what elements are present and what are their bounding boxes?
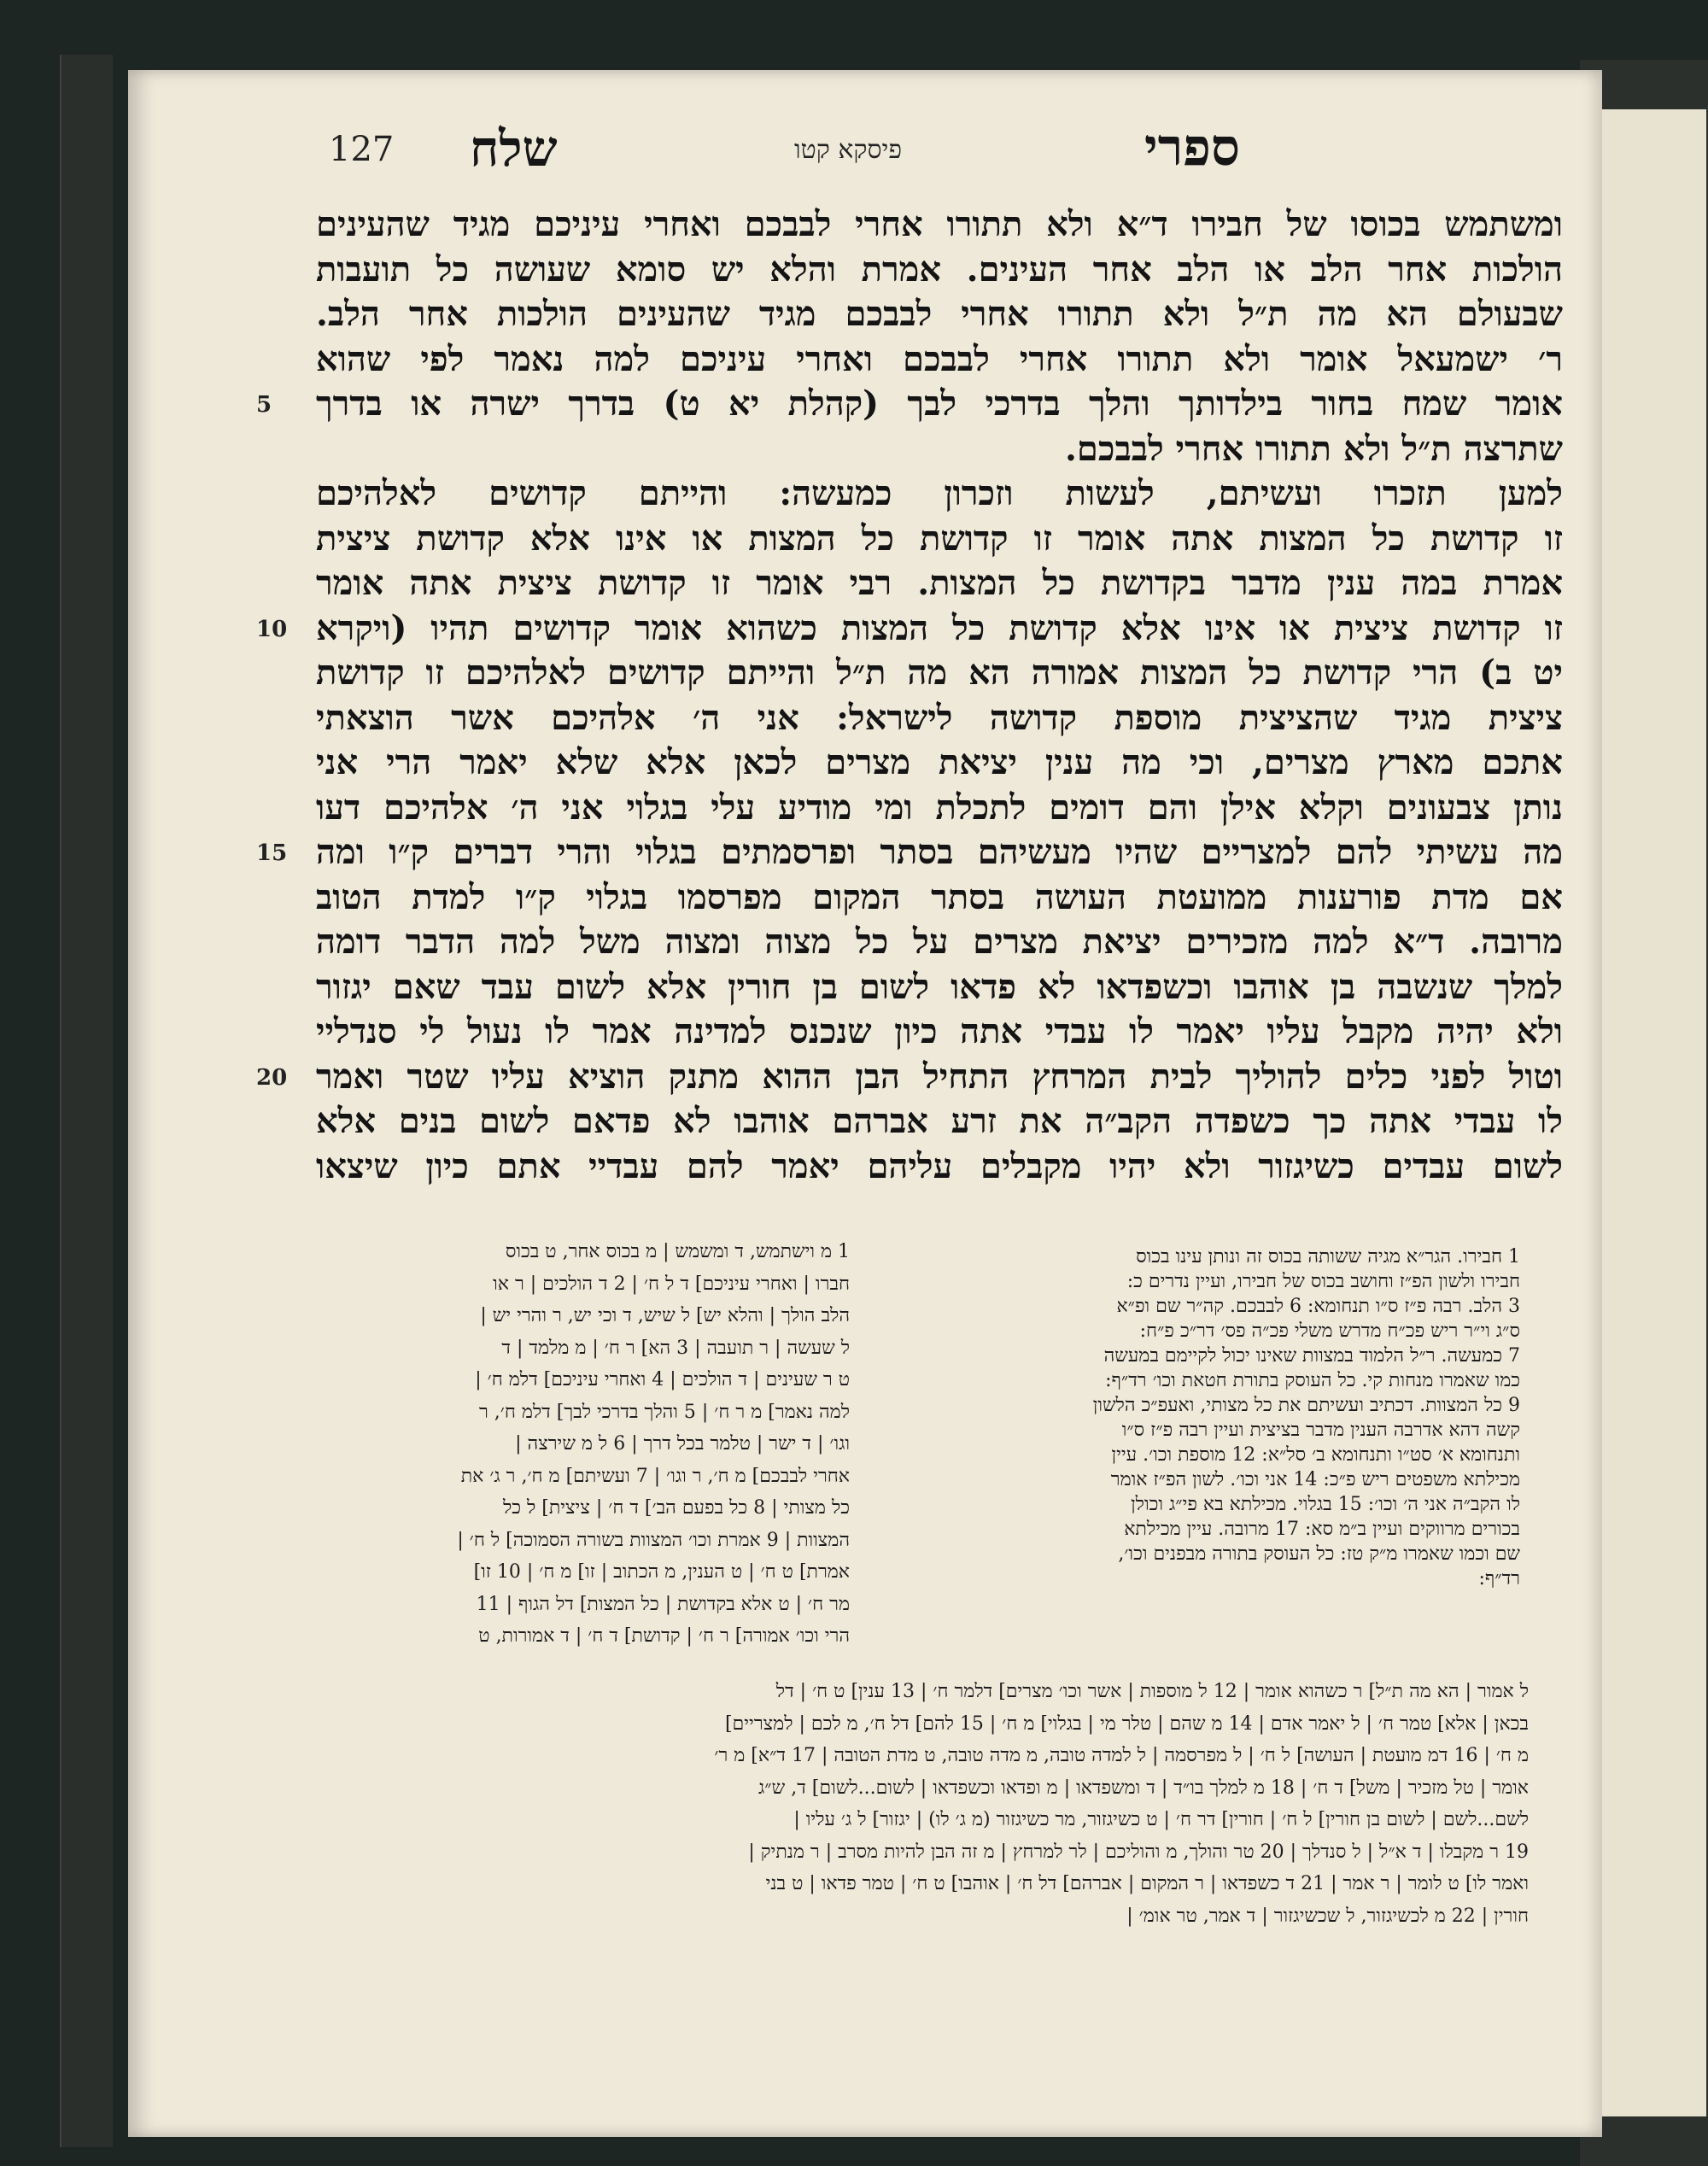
commentary-line: ס״ג וי״ר ריש פכ״ח מדרש משלי פכ״ה פס׳ דר״כ פ״ח: [1139, 1320, 1520, 1342]
variant-line: לשם...לשם | לשום בן חורין] ל ח׳ | חורין] דר ח׳ | ט כשיגזור, מר כשיגזור (מ ג׳ לו) | יגזור] ל ג׳ עליו | [793, 1809, 1529, 1830]
main-text-line: הולכות אחר הלב או הלב אחר העינים. אמרת והלא יש סומא שעושה כל תועבות [316, 249, 1563, 290]
main-text-line: נותן צבעונים וקלא אילן והם דומים לתכלת ומי מודיע עלי בגלוי אני ה׳ אלהיכם דעו [316, 787, 1563, 828]
commentary-line: 7 כמעשה. ר״ל הלמוד במצוות שאינו יכול לקיימם במעשה [1103, 1345, 1520, 1367]
line-number: 5 [256, 392, 272, 418]
main-text-line: אם מדת פורענות ממועטת העושה בסתר המקום מפרסמו בגלוי ק״ו למדת הטוב [316, 876, 1563, 917]
commentary-line: שם וכמו שאמרו מ״ק טז: כל העוסק בתורה מבפנים וכו׳, [1118, 1543, 1520, 1565]
line-number: 15 [256, 840, 288, 866]
commentary-line: 9 כל המצוות. דכתיב ועשיתם את כל מצותי, ואעפ״כ הלשון [1092, 1395, 1520, 1416]
main-text-line: לו עבדי אתה כך כשפדה הקב״ה את זרע אברהם אוהבו לא פדאם לשום בנים אלא [316, 1101, 1563, 1141]
book-page [128, 70, 1602, 2137]
commentary-line: קשה דהא אדרבה הענין מדבר בציצית ועיין רבה פ״ז ס״ו [1121, 1420, 1520, 1441]
commentary-line: חבירו ולשון הפ״ז וחושב בכוס של חבירו, ועיין נדרים כ: [1126, 1271, 1520, 1292]
section-title: שלח [470, 120, 558, 178]
main-text-line: וטול לפני כלים להוליך לבית המרחץ התחיל הבן ההוא מתנק הוציא עליו שטר ואמר [316, 1056, 1563, 1097]
commentary-line: מכילתא משפטים ריש פ״כ: 14 אני וכו׳. לשון הפ״ז אומר [1110, 1469, 1520, 1490]
main-text-line: ולא יהיה מקבל עליו יאמר לו עבדי אתה כיון שנכנס למדינה אמר לו נעול לי סנדליי [316, 1011, 1563, 1051]
commentary-line: כמו שאמרו מנחות קי. כל העוסק בתורת חטאת וכו׳ רד״ף: [1105, 1370, 1520, 1391]
main-text [316, 202, 1563, 1189]
variant-line: כל מצותי | 8 כל בפעם הב׳] ד ח׳ | ציצית] ל כל [502, 1497, 850, 1519]
main-text-line: אמרת במה ענין מדבר בקדושת כל המצות. רבי אומר זו קדושת ציצית אתה אומר [316, 563, 1563, 603]
commentary-line: רד״ף: [1478, 1568, 1520, 1589]
main-text-line: למלך שנשבה בן אוהבו וכשפדאו לא פדאו לשום בן חורין אלא לשום עבד שאם יגזור [316, 966, 1563, 1007]
variant-line: 1 מ וישתמש, ד ומשמש | מ בכוס אחר, ט בכוס [505, 1241, 850, 1262]
main-text-line: יט ב) הרי קדושת כל המצות אמורה הא מה ת״ל והייתם קדושים לאלהיכם זו קדושת [316, 653, 1563, 693]
commentary-line: לו הקב״ה אני ה׳ וכו׳: 15 בגלוי. מכילתא בא פי״ג וכולן [1131, 1494, 1520, 1515]
variant-line: אומר | טל מזכיר | משל] ד ח׳ | 18 מ למלך בו״ד | ד ומשפדאו | מ ופדאו וכשפדאו | לשום...לשום] ד, ש״ג [758, 1777, 1529, 1799]
variant-line: למה נאמר] מ ר ח׳ | 5 והלך בדרכי לבך] דלמ ח׳, ר [478, 1401, 850, 1423]
book-cover-left [60, 55, 113, 2147]
variant-line: חברו | ואחרי עיניכם] ד ל ח׳ | 2 ד הולכים | ר או [493, 1273, 850, 1295]
variant-line: ואמר לו] ט לומר | ר אמר | 21 ד כשפדאו | ר המקום | אברהם] דל ח׳ | אוהבו] ט ח׳ | טמר פדאו | ט בני [765, 1873, 1529, 1894]
facing-page-edge [1590, 109, 1706, 2116]
commentary-line: ותנחומא א׳ סט״ו ותנחומא ב׳ סל״א: 12 מוספת וכו׳. עיין [1111, 1444, 1520, 1466]
main-text-line: אומר שמח בחור בילדותך והלך בדרכי לבך (קהלת יא ט) בדרך ישרה או בדרך [316, 383, 1563, 424]
variant-line: אמרת] ט ח׳ | ט הענין, מ הכתוב | זו] מ ח׳ | 10 זו] [473, 1561, 850, 1583]
variant-line: ל שעשה | ר תועבה | 3 הא] ר ח׳ | מ מלמד | ד [501, 1337, 850, 1359]
variant-line: חורין | 22 מ לכשיגזור, ל שכשיגזור | ד אמר, טר אומ׳ | [1126, 1905, 1529, 1927]
commentary-line: 1 חבירו. הגר״א מגיה ששותה בכוס זה ונותן עינו בכוס [1136, 1246, 1520, 1267]
main-text-line: זו קדושת ציצית או אינו אלא קדושת כל המצות כשהוא אומר קדושים תהיו (ויקרא [316, 607, 1563, 648]
parasha-label: פיסקא קטו [794, 135, 903, 165]
apparatus-commentary [871, 1244, 1520, 1591]
book-title: ספרי [1144, 118, 1240, 178]
main-text-line: שבעולם הא מה ת״ל ולא תתורו אחרי לבבכם מגיד שהעינים הולכות אחר הלב. [316, 294, 1563, 334]
line-number: 20 [256, 1064, 288, 1091]
main-text-line: ציצית מגיד שהציצית מוספת קדושה לישראל: אני ה׳ אלהיכם אשר הוצאתי [316, 697, 1563, 738]
main-text-line: ומשתמש בכוסו של חבירו ד״א ולא תתורו אחרי לבבכם ואחרי עיניכם מגיד שהעינים [316, 204, 1563, 244]
variant-line: בכאן | אלא] טמר ח׳ | ל יאמר אדם | 14 מ שהם | טלר מי | בגלוי] מ ח׳ | 15 להם] דל ח׳, מ לכם | למצריים] [724, 1712, 1529, 1735]
variant-line: הרי וכו׳ אמורה] ר ח׳ | קדושת] ד ח׳ | ד אמורות, ט [478, 1625, 850, 1647]
commentary-line: 3 הלב. רבה פ״ז ס״ו תנחומא: 6 לבבכם. קה״ר שם ופ״א [1116, 1296, 1520, 1317]
main-text-line: ר׳ ישמעאל אומר ולא תתורו אחרי לבבכם ואחרי עיניכם למה נאמר לפי שהוא [316, 338, 1563, 379]
main-text-line: מה עשיתי להם למצריים שהיו מעשיהם בסתר ופרסמתים בגלוי והרי דברים ק״ו ומה [316, 832, 1563, 872]
variant-line: מ ח׳ | 16 דמ מועטת | העושה] ל ח׳ | ל מפרסמה | ל למדה טובה, מ מדה טובה, ט מדת הטובה | 17 ד״א] מ ר׳ [714, 1745, 1529, 1766]
main-text-line: זו קדושת כל המצות אתה אומר זו קדושת כל המצות או אינו אלא קדושת ציצית [316, 518, 1563, 559]
main-text-line: שתרצה ת״ל ולא תתורו אחרי לבבכם. [1065, 428, 1563, 469]
variant-line: המצוות | 9 אמרת וכו׳ המצוות בשורה הסמוכה] ל ח׳ | [457, 1529, 850, 1551]
apparatus-variants-continued [303, 1676, 1529, 1932]
variant-line: ל אמור | הא מה ת״ל] ר כשהוא אומר | 12 ל מוספות | אשר וכו׳ מצרים] דלמר ח׳ | 13 ענין] ט ח׳ | דל [775, 1681, 1529, 1702]
variant-line: הלב הולך | והלא יש] ל שיש, ד וכי יש, ר והרי יש | [480, 1305, 850, 1326]
commentary-line: בכורים מרווקים ועיין ב״מ סא: 17 מרובה. עיין מכילתא [1124, 1519, 1520, 1540]
variant-line: 19 ר מקבלו | ד א״ל | ל סנדלך | 20 טר והולך, מ והוליכם | לר למרחץ | מ זה הבן להיות מסרב | ר מנתיק | [748, 1841, 1529, 1863]
main-text-line: למען תזכרו ועשיתם, לעשות וזכרון כמעשה: והייתם קדושים לאלהיכם [316, 473, 1563, 513]
variant-line: וגו׳ | ד ישר | טלמר בכל דרך | 6 ל מ שירצה | [515, 1433, 850, 1455]
variant-line: ט ר שעינים | ד הולכים | 4 ואחרי עיניכם] דלמ ח׳ | [475, 1369, 850, 1390]
apparatus-variants [303, 1236, 850, 1653]
main-text-line: לשום עבדים כשיגזור ולא יהיו מקבלים עליהם יאמר להם עבדיי אתם כיון שיצאו [316, 1145, 1563, 1186]
variant-line: אחרי לבבכם] מ ח׳, ר וגו׳ | 7 ועשיתם] מ ח׳, ר ג׳ את [460, 1465, 850, 1487]
main-text-line: מרובה. ד״א למה מזכירים יציאת מצרים על כל מצוה ומצוה משל למה הדבר דומה [316, 922, 1563, 962]
line-number: 10 [256, 616, 288, 642]
page-number: 127 [329, 130, 395, 169]
main-text-line: אתכם מארץ מצרים, וכי מה ענין יציאת מצרים לכאן אלא שלא יאמר הרי אני [316, 742, 1563, 782]
variant-line: מר ח׳ | ט אלא בקדושת | כל המצות] דל הגוף | 11 [476, 1593, 850, 1615]
